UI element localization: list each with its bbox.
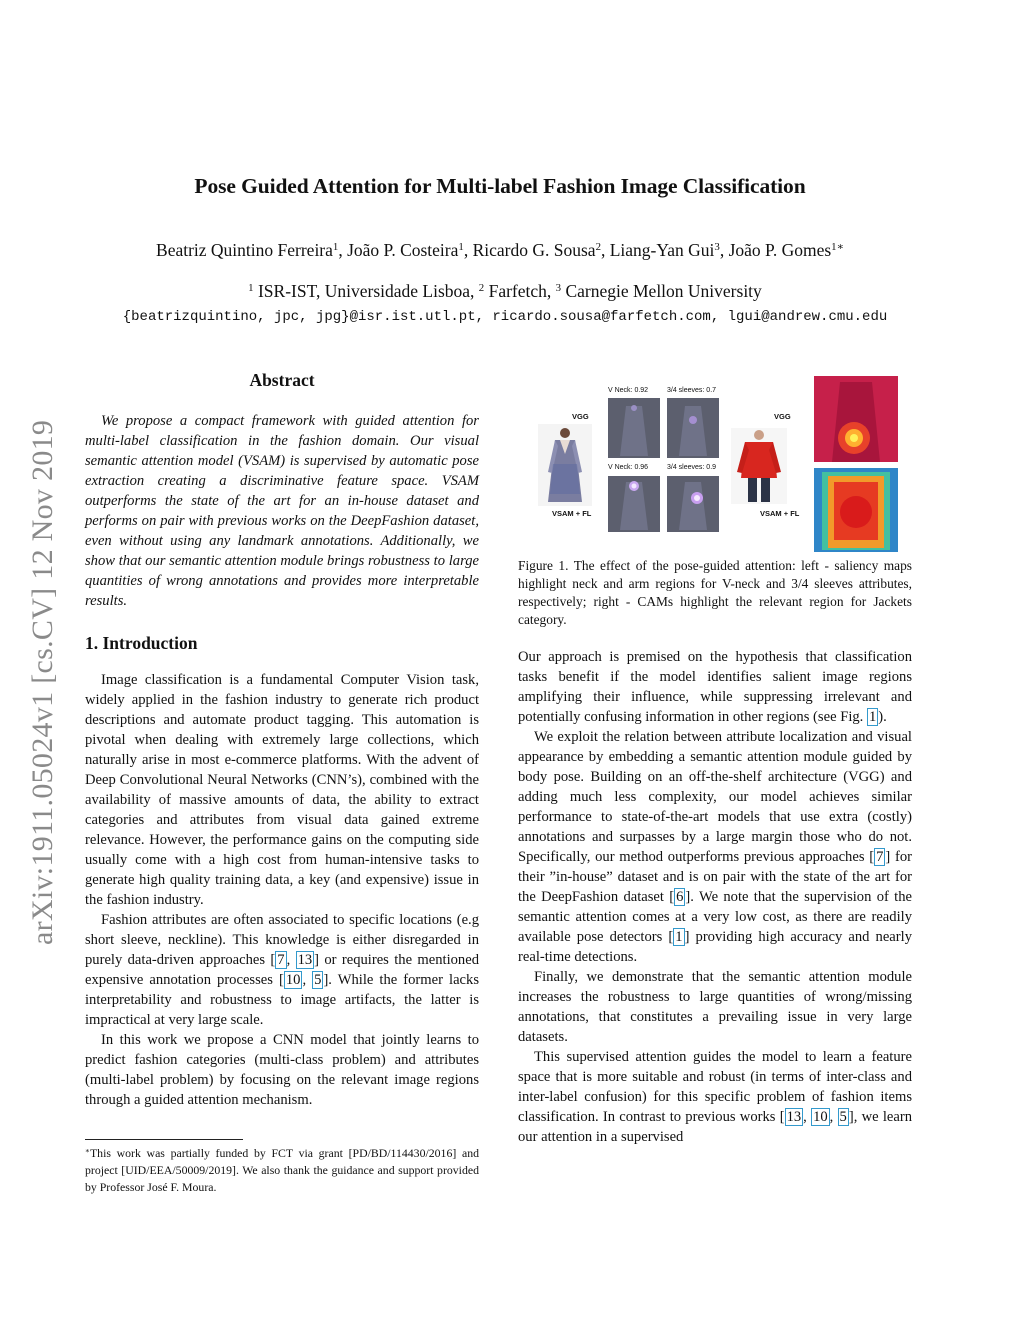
citation-link[interactable]: 7 bbox=[277, 952, 285, 968]
footnote-rule bbox=[85, 1139, 243, 1140]
dress-photo bbox=[538, 424, 592, 506]
intro-paragraph-3: In this work we propose a CNN model that jointly learns to predict fashion categories (multi-class problem) and attributes (multi-label problem) by focusing on the relevant image regions through a guided attention mechanism. bbox=[85, 1032, 479, 1108]
intro-paragraph-6: Finally, we demonstrate that the semantic attention module increases the robustness to large quantities of wrong/missing annotations, that constitutes a prevailing issue in very large datasets. bbox=[518, 969, 912, 1045]
arxiv-identifier: arXiv:1911.05024v1 [cs.CV] 12 Nov 2019 bbox=[26, 419, 59, 945]
intro-paragraph-4: Our approach is premised on the hypothesis that classification tasks benefit if the model identifies salient image regions amplifying their influence, while suppressing irrelevant and potentially confusing information in other regions (see Fig. 1 ). bbox=[518, 649, 912, 725]
paper-title: Pose Guided Attention for Multi-label Fashion Image Classification bbox=[194, 174, 806, 198]
section-heading-introduction: 1. Introduction bbox=[85, 633, 198, 653]
citation-link[interactable]: 13 bbox=[297, 952, 313, 968]
citation-link[interactable]: 5 bbox=[314, 972, 322, 988]
intro-paragraph-5: We exploit the relation between attribute localization and visual appearance by embedding a semantic attention module guided by body pose. Building on an off-the-shelf architecture (VGG) and adding much less complexity, our model achieves similar performance to state-of-the-art models that use extra (costly) annotations and surpasses by a large margin those who do not. Specifically, our method outperforms previous approaches [ 7 ] for their ”in-house” dataset and is on pair with the state of the art for the DeepFashion dataset [ 6 ]. We note that the supervision of the semantic attention comes at a very low cost, as there are readily available pose detectors [ 1 ] providing high accuracy and nearly real-time detections. bbox=[518, 729, 912, 965]
label-vgg-left: VGG bbox=[572, 412, 589, 421]
author-list: Beatriz Quintino Ferreira$^1$, João P. Costeira$^1$, Ricardo G. Sousa$^2$, Liang-Yan Gui$^3$, João P. Gomes$^{1∗}$ bbox=[156, 240, 844, 260]
figure-link[interactable]: 1 bbox=[868, 709, 877, 725]
label-sleeves-vgg: 3/4 sleeves: 0.7 bbox=[667, 387, 717, 394]
label-vgg-right: VGG bbox=[774, 412, 791, 421]
saliency-map-sleeves-vgg bbox=[667, 398, 719, 458]
citation-link[interactable]: 13 bbox=[786, 1109, 802, 1125]
saliency-map-sleeves-vsam bbox=[667, 476, 719, 532]
cam-vsam bbox=[814, 468, 898, 552]
citation-link[interactable]: 5 bbox=[839, 1109, 847, 1125]
saliency-map-vneck-vsam bbox=[608, 476, 660, 532]
footnote: ∗This work was partially funded by FCT via grant [PD/BD/114430/2016] and project [UID/EEA/50009/2019]. We also thank the guidance and support provided by Professor José F. Moura. bbox=[85, 1145, 479, 1194]
jacket-photo bbox=[731, 428, 787, 504]
citation-link[interactable]: 1 bbox=[675, 929, 683, 945]
citation-link[interactable]: 7 bbox=[876, 849, 884, 865]
affiliations: $^1$ ISR-IST, Universidade Lisboa, $^2$ Farfetch, $^3$ Carnegie Mellon University bbox=[248, 281, 762, 301]
label-vsam-left: VSAM + FL bbox=[552, 509, 592, 518]
left-column bbox=[85, 370, 479, 1110]
right-column bbox=[518, 647, 912, 1147]
label-vneck-vsam: V Neck: 0.96 bbox=[608, 464, 649, 471]
saliency-map-vneck-vgg bbox=[608, 398, 660, 458]
figure-1 bbox=[528, 372, 904, 552]
abstract-heading: Abstract bbox=[249, 370, 315, 390]
label-vneck-vgg: V Neck: 0.92 bbox=[608, 387, 649, 394]
intro-paragraph-2: Fashion attributes are often associated to specific locations (e.g short sleeve, neckline). This knowledge is either disregarded in purely data-driven approaches [ 7 , 13 ] or requires the mentioned expensive annotation processes [ 10 , 5 ]. While the former lacks interpretability and robustness to image artifacts, the latter is impractical at very large scale. bbox=[85, 912, 480, 1028]
intro-paragraph-7: This supervised attention guides the model to learn a feature space that is more suitable and robust (in terms of inter-class and inter-label confusion) for this specific problem of fashion items classification. In contrast to previous works [ 13 , 10 , 5 ], we learn our attention in a supervised bbox=[518, 1049, 913, 1145]
citation-link[interactable]: 10 bbox=[285, 972, 301, 988]
abstract-text: We propose a compact framework with guided attention for multi-label classification in the fashion domain. Our visual semantic attention model (VSAM) is supervised by automatic pose extraction creating a discriminative feature space. VSAM outperforms the state of the art for an in-house dataset and performs on pair with previous works on the DeepFashion dataset, even without using any landmark annotations. Additionally, we show that our semantic attention module brings robustness to large quantities of wrong annotations and provides more interpretable results. bbox=[85, 413, 479, 609]
figure-1-caption: Figure 1. The effect of the pose-guided attention: left - saliency maps highlight neck and arm regions for V-neck and 3/4 sleeves attributes, respectively; right - CAMs highlight the relevant region for Jackets category. bbox=[518, 558, 912, 627]
citation-link[interactable]: 10 bbox=[813, 1109, 828, 1125]
label-sleeves-vsam: 3/4 sleeves: 0.9 bbox=[667, 464, 717, 471]
author-emails: {beatrizquintino, jpc, jpg}@isr.ist.utl.pt, ricardo.sousa@farfetch.com, lgui@andrew.cmu.edu bbox=[122, 309, 888, 325]
cam-vgg bbox=[814, 376, 898, 462]
intro-paragraph-1: Image classification is a fundamental Computer Vision task, widely applied in the fashion industry to generate rich product descriptions and automate product tagging. This automation is pivotal when dealing with extremely large collections, which naturally arise in most e-commerce platforms. With the advent of Deep Convolutional Neural Networks (CNN’s), combined with the availability of massive amounts of data, the ability to extract categories and attributes from visual data gained extreme relevance. However, the performance gains on the computing side usually come with a high cost from human-intensive tasks to generate high quality training data, a key (and expensive) issue in the fashion industry. bbox=[85, 672, 479, 908]
label-vsam-right: VSAM + FL bbox=[760, 509, 800, 518]
citation-link[interactable]: 6 bbox=[676, 889, 684, 905]
